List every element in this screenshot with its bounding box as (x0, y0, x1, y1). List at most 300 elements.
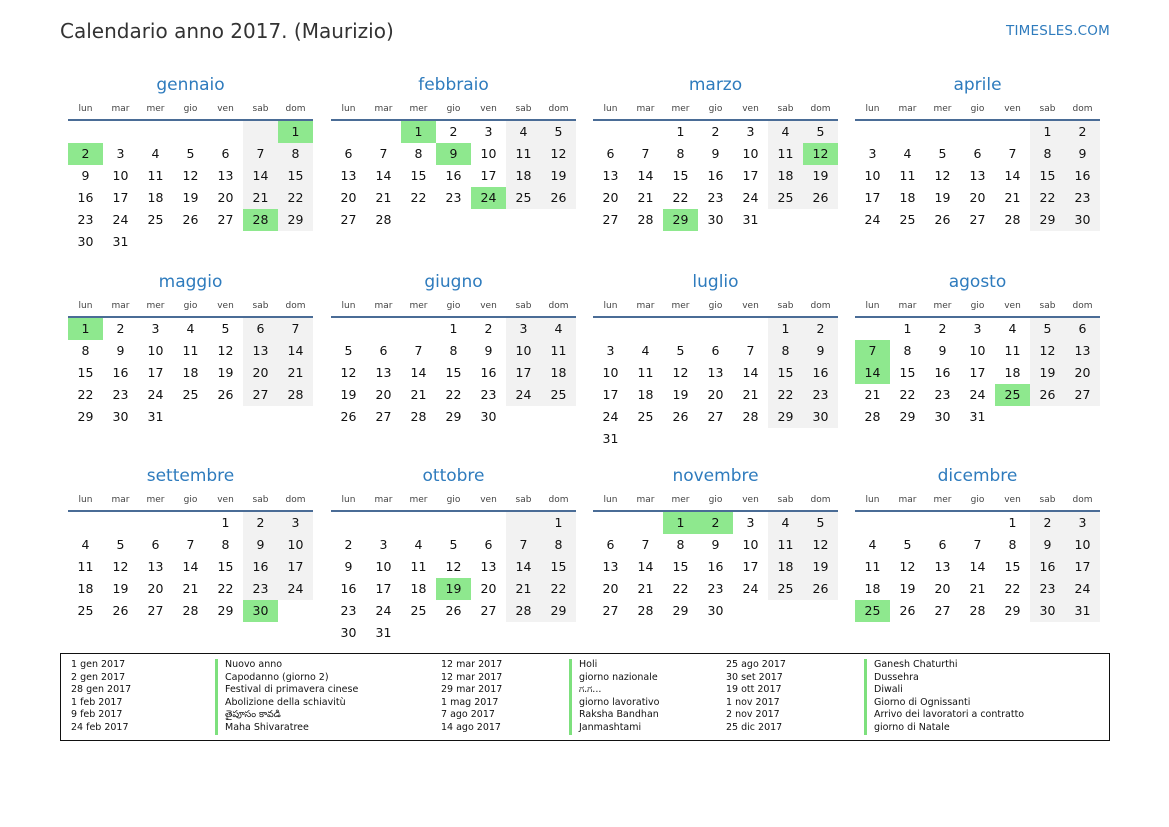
day-cell: 17 (742, 168, 759, 183)
day-cell: 28 (182, 603, 199, 618)
day-cell: 12 (217, 343, 234, 358)
weekday-label: gio (970, 104, 985, 114)
day-cell: 3 (278, 512, 313, 534)
day-cell: 4 (506, 121, 541, 143)
weekday-label: mar (636, 495, 655, 505)
empty-cell (698, 318, 733, 340)
day-cell: 31 (112, 234, 129, 249)
day-cell: 5 (541, 121, 576, 143)
weekday-label: dom (810, 301, 831, 311)
day-cell: 22 (672, 581, 689, 596)
weekday-header (331, 101, 576, 117)
day-cell: 12 (672, 365, 689, 380)
day-cell: 27 (707, 409, 724, 424)
day-cell: 10 (278, 534, 313, 556)
day-cell: 21 (506, 578, 541, 600)
day-cell: 29 (541, 600, 576, 622)
day-cell: 20 (602, 581, 619, 596)
day-cell: 28 (637, 212, 654, 227)
day-grid (68, 512, 313, 622)
day-cell: 7 (506, 534, 541, 556)
day-cell: 23 (707, 581, 724, 596)
day-cell: 26 (445, 603, 462, 618)
day-cell: 31 (742, 212, 759, 227)
day-cell: 13 (1065, 340, 1100, 362)
day-cell: 19 (182, 190, 199, 205)
legend-holiday-name: Holi (569, 659, 660, 672)
page-title: Calendario anno 2017. (Maurizio) (60, 19, 394, 43)
weekday-label: sab (777, 495, 794, 505)
day-cell: 1 (221, 515, 230, 530)
day-cell: 23 (77, 212, 94, 227)
day-cell: 28 (278, 384, 313, 406)
empty-cell (960, 512, 995, 534)
day-cell: 19 (803, 556, 838, 578)
day-cell: 21 (375, 190, 392, 205)
legend-dates-col-2 (441, 659, 502, 735)
weekday-label: ven (480, 104, 497, 114)
weekday-header (855, 492, 1100, 508)
day-cell: 24 (742, 581, 759, 596)
day-cell: 16 (1065, 165, 1100, 187)
day-cell: 1 (676, 124, 685, 139)
day-cell: 25 (541, 384, 576, 406)
month-name: febbraio (418, 75, 489, 95)
day-cell: 22 (672, 190, 689, 205)
day-cell: 21 (637, 190, 654, 205)
day-cell: 21 (637, 581, 654, 596)
day-cell: 4 (868, 537, 877, 552)
day-cell: 24 (742, 190, 759, 205)
weekday-label: mar (374, 301, 393, 311)
day-cell: 25 (637, 409, 654, 424)
day-cell: 22 (768, 384, 803, 406)
day-cell: 5 (938, 146, 947, 161)
legend-holiday-name: Capodanno (giorno 2) (215, 672, 358, 685)
day-cell: 15 (768, 362, 803, 384)
day-cell: 3 (506, 318, 541, 340)
day-cell: 5 (449, 537, 458, 552)
weekday-label: gio (183, 104, 198, 114)
day-cell: 16 (243, 556, 278, 578)
day-cell: 14 (410, 365, 427, 380)
legend-holiday-name: Raksha Bandhan (569, 709, 660, 722)
day-cell: 3 (484, 124, 493, 139)
day-grid (331, 121, 576, 231)
day-cell: 30 (1065, 209, 1100, 231)
empty-cell (593, 121, 628, 143)
month-febbraio (331, 72, 576, 231)
month-ottobre (331, 463, 576, 644)
day-cell: 3 (379, 537, 388, 552)
month-luglio (593, 269, 838, 450)
legend-date: 1 nov 2017 (726, 696, 780, 708)
month-name: aprile (953, 75, 1002, 95)
day-cell: 3 (151, 321, 160, 336)
day-cell: 11 (768, 143, 803, 165)
day-cell: 26 (182, 212, 199, 227)
weekday-label: gio (708, 104, 723, 114)
day-cell: 22 (77, 387, 94, 402)
day-cell: 11 (147, 168, 164, 183)
holiday-day-cell: 9 (436, 143, 471, 165)
legend-date: 1 gen 2017 (71, 659, 126, 670)
day-cell: 24 (112, 212, 129, 227)
day-cell: 20 (147, 581, 164, 596)
day-cell: 19 (803, 165, 838, 187)
day-cell: 7 (414, 343, 423, 358)
weekday-label: gio (446, 104, 461, 114)
holiday-day-cell: 25 (995, 384, 1030, 406)
weekday-label: sab (252, 495, 269, 505)
day-cell: 20 (375, 387, 392, 402)
day-cell: 8 (221, 537, 230, 552)
day-cell: 26 (803, 187, 838, 209)
weekday-label: lun (78, 104, 93, 114)
day-cell: 30 (112, 409, 129, 424)
weekday-label: dom (548, 301, 569, 311)
day-cell: 14 (1004, 168, 1021, 183)
day-cell: 29 (1004, 603, 1021, 618)
month-name: ottobre (422, 466, 485, 486)
weekday-label: mer (671, 104, 690, 114)
day-cell: 13 (480, 559, 497, 574)
legend-holiday-name: Nuovo anno (215, 659, 358, 672)
day-cell: 11 (541, 340, 576, 362)
weekday-label: gio (183, 495, 198, 505)
day-cell: 4 (414, 537, 423, 552)
weekday-header (593, 298, 838, 314)
day-cell: 13 (340, 168, 357, 183)
day-cell: 10 (1065, 534, 1100, 556)
weekday-label: dom (548, 495, 569, 505)
day-cell: 31 (1065, 600, 1100, 622)
day-cell: 23 (934, 387, 951, 402)
holiday-day-cell: 2 (698, 512, 733, 534)
legend-date: 2 nov 2017 (726, 709, 780, 721)
day-cell: 12 (803, 534, 838, 556)
legend-date: 12 mar 2017 (441, 659, 503, 670)
day-cell: 18 (864, 581, 881, 596)
day-cell: 8 (541, 534, 576, 556)
weekday-label: lun (865, 495, 880, 505)
day-cell: 21 (410, 387, 427, 402)
day-cell: 4 (768, 121, 803, 143)
day-cell: 29 (278, 209, 313, 231)
day-cell: 19 (112, 581, 129, 596)
day-cell: 15 (899, 365, 916, 380)
day-cell: 22 (445, 387, 462, 402)
day-cell: 14 (506, 556, 541, 578)
empty-cell (401, 318, 436, 340)
day-cell: 25 (899, 212, 916, 227)
empty-cell (890, 121, 925, 143)
legend-dates-col-1 (71, 659, 131, 735)
day-cell: 26 (934, 212, 951, 227)
empty-cell (366, 121, 401, 143)
month-agosto (855, 269, 1100, 428)
weekday-label: mar (374, 495, 393, 505)
day-cell: 13 (217, 168, 234, 183)
empty-cell (138, 121, 173, 143)
legend-date: 25 ago 2017 (726, 659, 786, 670)
day-cell: 26 (541, 187, 576, 209)
holiday-day-cell: 24 (471, 187, 506, 209)
day-cell: 2 (1030, 512, 1065, 534)
day-cell: 20 (602, 190, 619, 205)
month-name: gennaio (156, 75, 225, 95)
day-cell: 12 (182, 168, 199, 183)
day-cell: 25 (506, 187, 541, 209)
weekday-header (331, 298, 576, 314)
day-cell: 14 (742, 365, 759, 380)
weekday-header (68, 101, 313, 117)
legend-date: 9 feb 2017 (71, 709, 123, 721)
legend-holiday-name: Diwali (864, 684, 1024, 697)
day-cell: 17 (969, 365, 986, 380)
day-grid (855, 318, 1100, 428)
day-cell: 25 (77, 603, 94, 618)
day-cell: 22 (217, 581, 234, 596)
empty-cell (103, 512, 138, 534)
empty-cell (401, 512, 436, 534)
legend-holiday-name: Ganesh Chaturthi (864, 659, 1024, 672)
empty-cell (366, 512, 401, 534)
day-cell: 31 (969, 409, 986, 424)
day-cell: 15 (217, 559, 234, 574)
day-cell: 22 (899, 387, 916, 402)
weekday-label: mar (111, 104, 130, 114)
day-cell: 23 (480, 387, 497, 402)
day-cell: 7 (186, 537, 195, 552)
day-cell: 3 (868, 146, 877, 161)
weekday-label: dom (285, 301, 306, 311)
day-cell: 13 (934, 559, 951, 574)
day-cell: 16 (480, 365, 497, 380)
day-cell: 23 (1065, 187, 1100, 209)
legend-names-col-3 (864, 659, 1024, 735)
day-cell: 27 (243, 384, 278, 406)
holiday-day-cell: 2 (68, 143, 103, 165)
day-cell: 11 (77, 559, 94, 574)
weekday-label: lun (865, 104, 880, 114)
empty-cell (628, 318, 663, 340)
day-cell: 19 (340, 387, 357, 402)
day-cell: 14 (637, 559, 654, 574)
weekday-label: lun (603, 301, 618, 311)
day-cell: 23 (803, 384, 838, 406)
day-cell: 10 (969, 343, 986, 358)
legend-date: 24 feb 2017 (71, 721, 129, 733)
weekday-header (68, 298, 313, 314)
day-cell: 22 (541, 578, 576, 600)
day-cell: 11 (410, 559, 427, 574)
empty-cell (243, 121, 278, 143)
day-cell: 7 (278, 318, 313, 340)
weekday-label: sab (777, 301, 794, 311)
day-grid (331, 318, 576, 428)
empty-cell (663, 318, 698, 340)
day-cell: 6 (151, 537, 160, 552)
day-cell: 2 (1065, 121, 1100, 143)
day-cell: 19 (672, 387, 689, 402)
weekday-label: lun (78, 495, 93, 505)
month-dicembre (855, 463, 1100, 622)
legend-date: 19 ott 2017 (726, 684, 782, 696)
empty-cell (436, 512, 471, 534)
day-cell: 1 (768, 318, 803, 340)
day-cell: 16 (934, 365, 951, 380)
day-cell: 29 (1030, 209, 1065, 231)
day-cell: 5 (903, 537, 912, 552)
day-cell: 25 (147, 212, 164, 227)
day-cell: 30 (480, 409, 497, 424)
day-cell: 8 (903, 343, 912, 358)
legend-date: 30 set 2017 (726, 671, 783, 683)
day-cell: 9 (484, 343, 493, 358)
day-cell: 29 (899, 409, 916, 424)
day-cell: 13 (147, 559, 164, 574)
legend-date: 7 ago 2017 (441, 709, 495, 721)
day-cell: 8 (768, 340, 803, 362)
month-name: giugno (424, 272, 483, 292)
day-cell: 24 (602, 409, 619, 424)
day-cell: 2 (484, 321, 493, 336)
day-cell: 12 (541, 143, 576, 165)
day-cell: 8 (449, 343, 458, 358)
day-cell: 4 (186, 321, 195, 336)
day-cell: 2 (938, 321, 947, 336)
day-cell: 15 (672, 559, 689, 574)
day-cell: 24 (969, 387, 986, 402)
day-cell: 4 (81, 537, 90, 552)
day-cell: 10 (742, 537, 759, 552)
day-cell: 10 (112, 168, 129, 183)
day-cell: 11 (506, 143, 541, 165)
empty-cell (138, 512, 173, 534)
day-cell: 21 (742, 387, 759, 402)
day-cell: 20 (934, 581, 951, 596)
day-cell: 23 (1030, 578, 1065, 600)
legend-holiday-name: Abolizione della schiavitù (215, 697, 358, 710)
weekday-label: mer (671, 301, 690, 311)
day-cell: 16 (340, 581, 357, 596)
legend-holiday-name: ಗ.ಗ... (569, 684, 660, 697)
day-cell: 13 (602, 559, 619, 574)
weekday-label: lun (603, 495, 618, 505)
day-cell: 9 (1030, 534, 1065, 556)
day-cell: 29 (77, 409, 94, 424)
day-cell: 3 (116, 146, 125, 161)
day-cell: 5 (1030, 318, 1065, 340)
day-cell: 18 (147, 190, 164, 205)
day-cell: 14 (375, 168, 392, 183)
weekday-label: dom (285, 495, 306, 505)
empty-cell (628, 512, 663, 534)
month-novembre (593, 463, 838, 622)
brand-link[interactable]: TIMESLES.COM (1006, 23, 1110, 39)
weekday-label: ven (742, 104, 759, 114)
day-cell: 20 (480, 581, 497, 596)
empty-cell (506, 512, 541, 534)
weekday-label: ven (217, 495, 234, 505)
day-cell: 24 (1065, 578, 1100, 600)
weekday-label: lun (865, 301, 880, 311)
day-cell: 27 (375, 409, 392, 424)
day-cell: 22 (1004, 581, 1021, 596)
month-settembre (68, 463, 313, 622)
day-cell: 27 (480, 603, 497, 618)
day-cell: 16 (707, 559, 724, 574)
day-cell: 23 (340, 603, 357, 618)
weekday-label: sab (1039, 104, 1056, 114)
empty-cell (628, 121, 663, 143)
day-cell: 24 (506, 384, 541, 406)
weekday-label: gio (708, 495, 723, 505)
day-cell: 20 (243, 362, 278, 384)
weekday-header (68, 492, 313, 508)
day-cell: 7 (1008, 146, 1017, 161)
weekday-label: mer (671, 495, 690, 505)
legend-names-col-2 (569, 659, 660, 735)
day-cell: 30 (77, 234, 94, 249)
weekday-label: dom (548, 104, 569, 114)
day-cell: 12 (340, 365, 357, 380)
weekday-label: mer (933, 301, 952, 311)
weekday-label: mar (636, 104, 655, 114)
weekday-label: sab (252, 301, 269, 311)
day-cell: 20 (969, 190, 986, 205)
day-cell: 19 (217, 365, 234, 380)
empty-cell (68, 121, 103, 143)
day-cell: 29 (445, 409, 462, 424)
day-cell: 4 (903, 146, 912, 161)
day-cell: 9 (803, 340, 838, 362)
day-cell: 24 (278, 578, 313, 600)
weekday-label: mar (111, 495, 130, 505)
day-cell: 28 (506, 600, 541, 622)
day-cell: 23 (445, 190, 462, 205)
month-name: settembre (146, 466, 235, 486)
legend-date: 14 ago 2017 (441, 721, 501, 733)
day-cell: 6 (379, 343, 388, 358)
day-cell: 9 (243, 534, 278, 556)
day-grid (593, 318, 838, 450)
day-cell: 27 (147, 603, 164, 618)
day-cell: 19 (899, 581, 916, 596)
holiday-day-cell: 28 (243, 209, 278, 231)
day-cell: 25 (768, 187, 803, 209)
day-cell: 11 (1004, 343, 1021, 358)
day-cell: 14 (969, 559, 986, 574)
weekday-label: sab (515, 104, 532, 114)
day-cell: 24 (147, 387, 164, 402)
day-cell: 15 (77, 365, 94, 380)
day-cell: 23 (707, 190, 724, 205)
weekday-label: mer (933, 104, 952, 114)
empty-cell (331, 512, 366, 534)
day-cell: 13 (707, 365, 724, 380)
weekday-label: mar (111, 301, 130, 311)
day-cell: 2 (711, 124, 720, 139)
day-cell: 28 (375, 212, 392, 227)
holiday-day-cell: 1 (68, 318, 103, 340)
day-cell: 20 (217, 190, 234, 205)
day-cell: 28 (742, 409, 759, 424)
day-cell: 24 (864, 212, 881, 227)
day-cell: 19 (1030, 362, 1065, 384)
weekday-label: ven (742, 495, 759, 505)
